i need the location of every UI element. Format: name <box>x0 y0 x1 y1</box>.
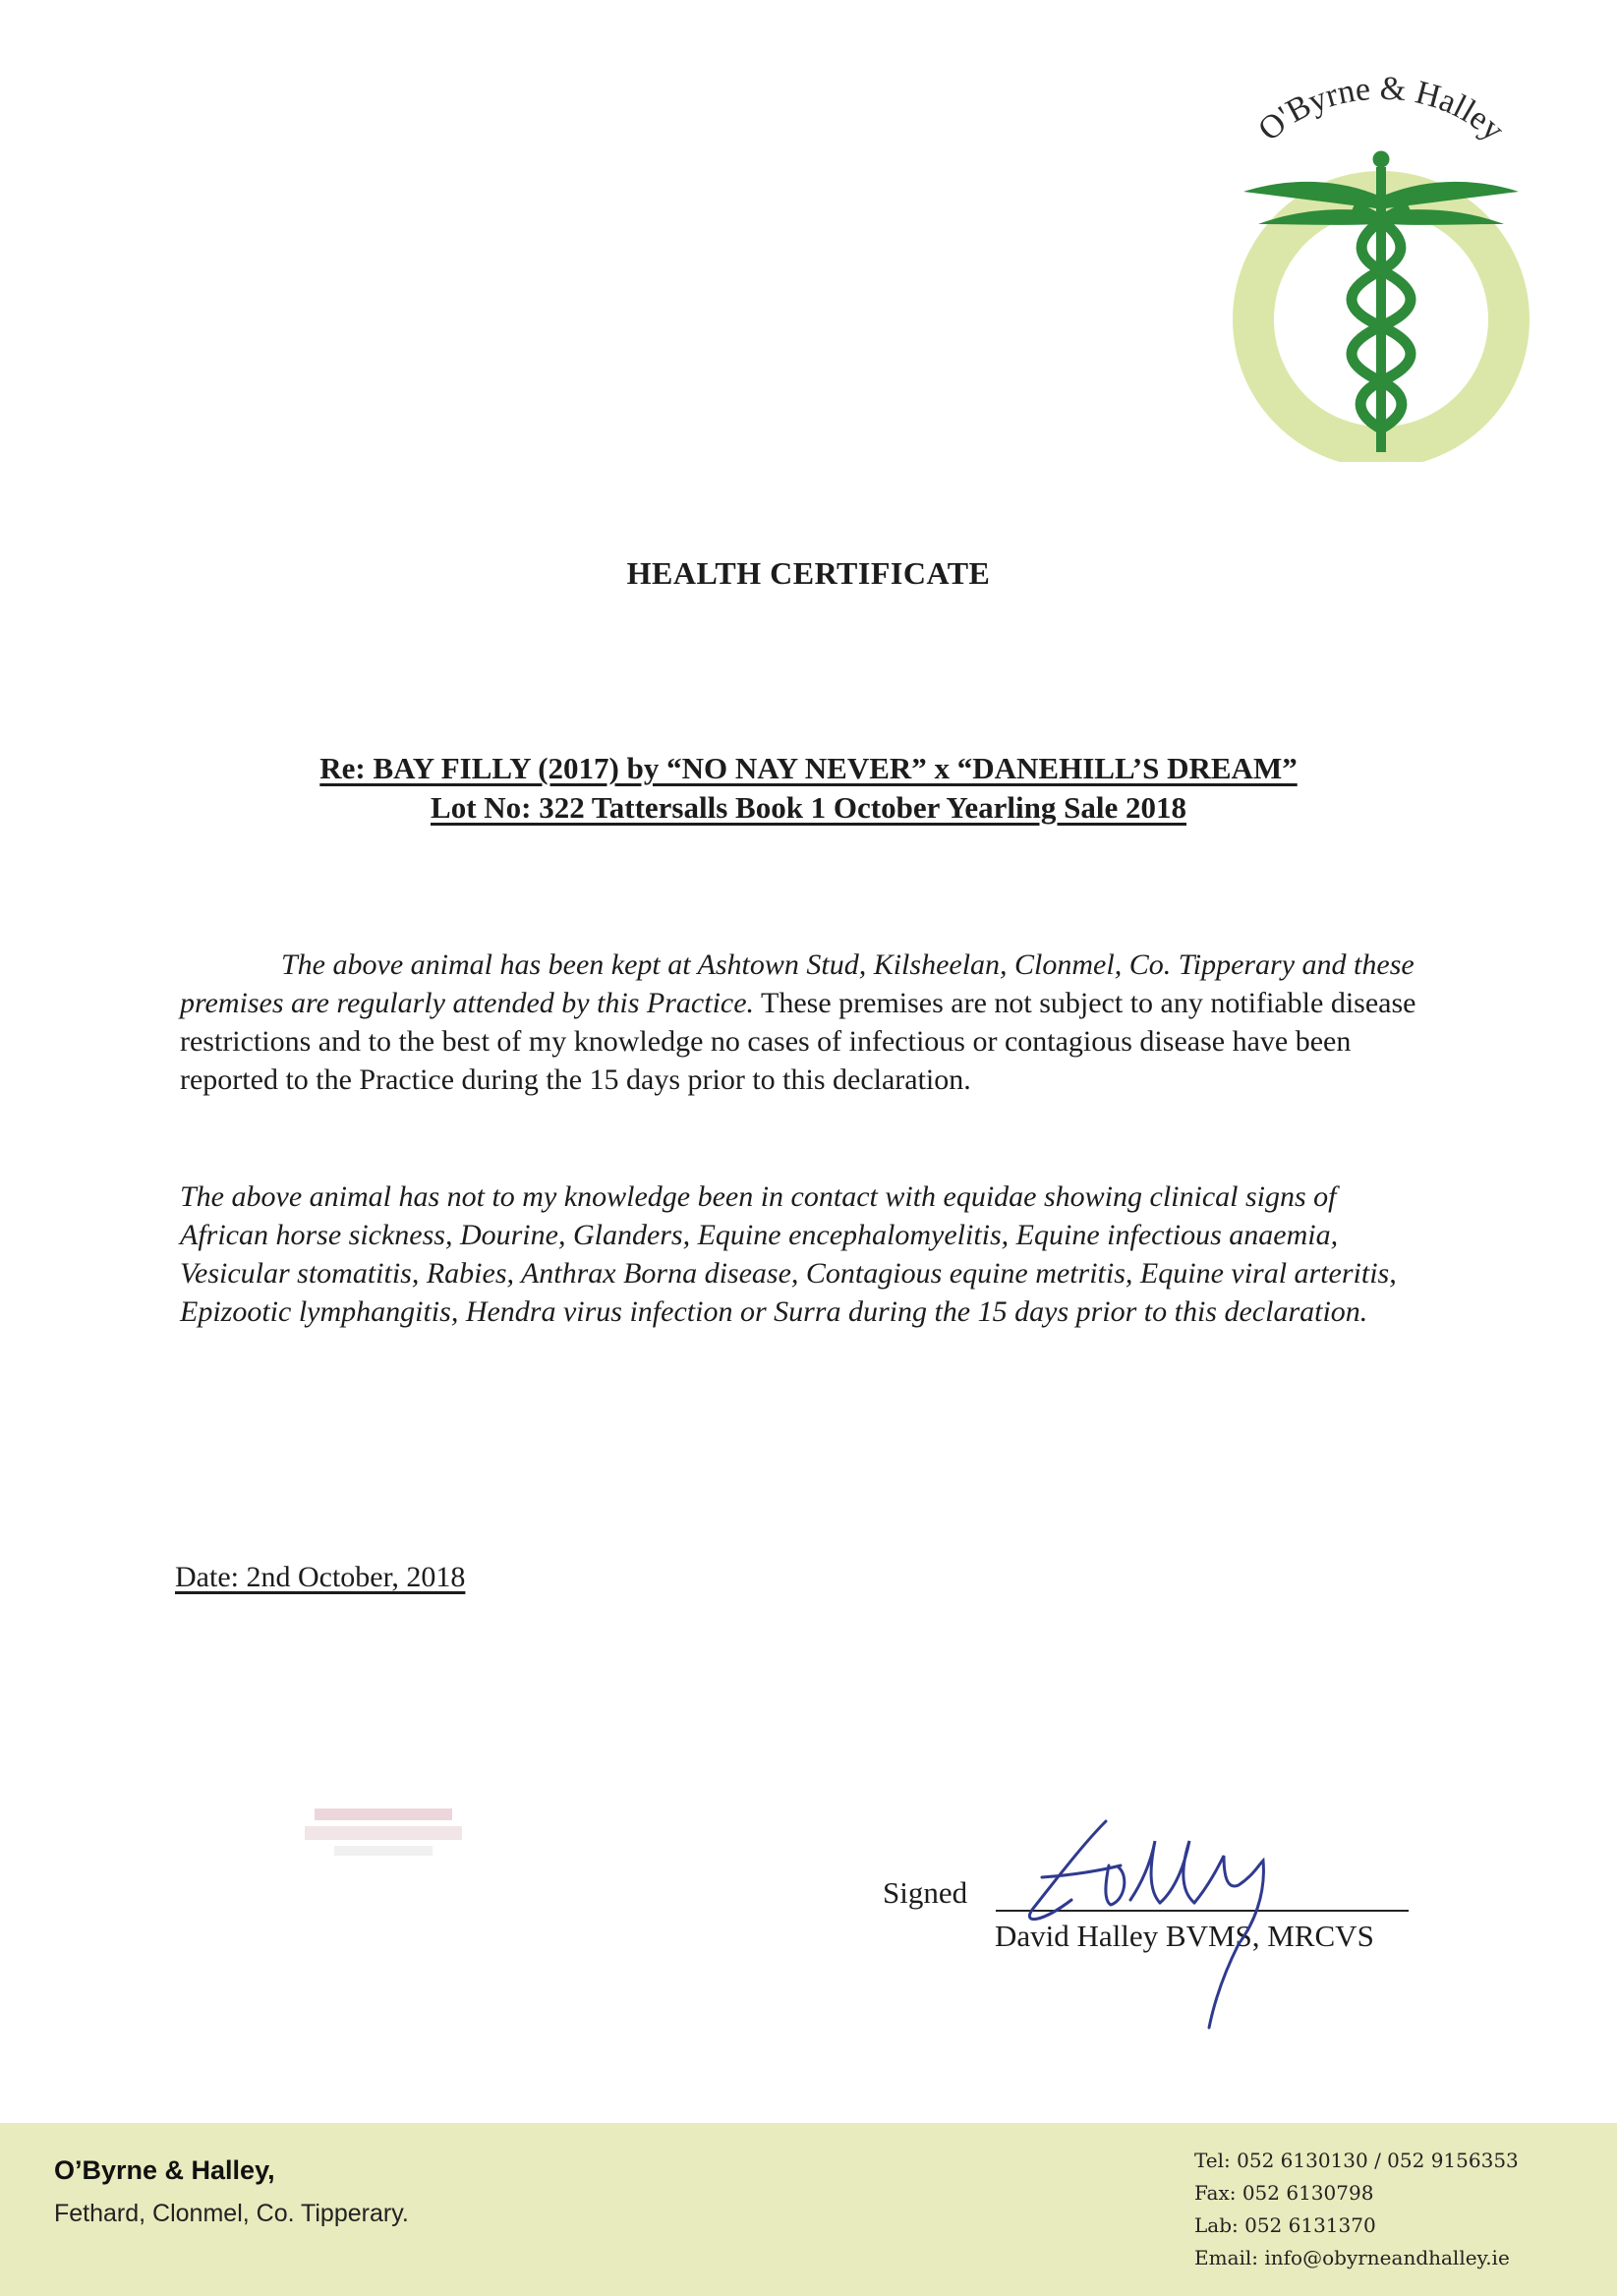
practice-logo <box>1214 69 1548 462</box>
reference-line-horse: Re: BAY FILLY (2017) by “NO NAY NEVER” x “DANEHILL’S DREAM” <box>319 751 1298 785</box>
date-line: Date: 2nd October, 2018 <box>175 1561 466 1593</box>
paragraph-premises <box>180 946 1418 1099</box>
footer-fax: Fax: 052 6130798 <box>1194 2181 1374 2205</box>
footer-email[interactable]: Email: info@obyrneandhalley.ie <box>1194 2246 1510 2269</box>
certificate-title: HEALTH CERTIFICATE <box>626 555 991 591</box>
paragraph-premises-plain: These premises are not subject to any notifiable disease restrictions and to the best of my knowledge no cases of infectious or contagious disease have been reported to the Practice during the 15 days prior to this declaration. <box>180 987 1416 1096</box>
reference-line-lot: Lot No: 322 Tattersalls Book 1 October Yearling Sale 2018 <box>431 790 1186 825</box>
footer-address: Fethard, Clonmel, Co. Tipperary. <box>54 2200 409 2227</box>
logo-text: O'Byrne & Halley <box>1251 70 1512 148</box>
footer-practice-name: O’Byrne & Halley, <box>54 2155 275 2185</box>
paragraph-premises-italic: The above animal has been kept at Ashtown Stud, Kilsheelan, Clonmel, Co. Tipperary and these premises are regularly attended by this Practice. <box>180 948 1415 1019</box>
stamp-mark <box>295 1807 472 1866</box>
footer-tel: Tel: 052 6130130 / 052 9156353 <box>1194 2149 1519 2172</box>
footer-contact <box>1194 2145 1519 2274</box>
footer <box>0 2123 1617 2296</box>
paragraph-contact: The above animal has not to my knowledge been in contact with equidae showing clinical signs of African horse sickness, Dourine, Glanders, Equine encephalomyelitis, Equine infectious anaemia, Vesicular stomatitis, Rabies, Anthrax Borna disease, Contagious equine metritis, Equine viral arteritis, Epizootic lymphangitis, Hendra virus infection or Surra during the 15 days prior to this declaration. <box>180 1180 1397 1328</box>
signer-name: David Halley BVMS, MRCVS <box>995 1919 1374 1953</box>
handwritten-signature <box>1012 1807 1327 2033</box>
reference-block <box>0 749 1617 828</box>
signed-label: Signed <box>883 1875 968 1910</box>
footer-lab: Lab: 052 6131370 <box>1194 2213 1376 2237</box>
